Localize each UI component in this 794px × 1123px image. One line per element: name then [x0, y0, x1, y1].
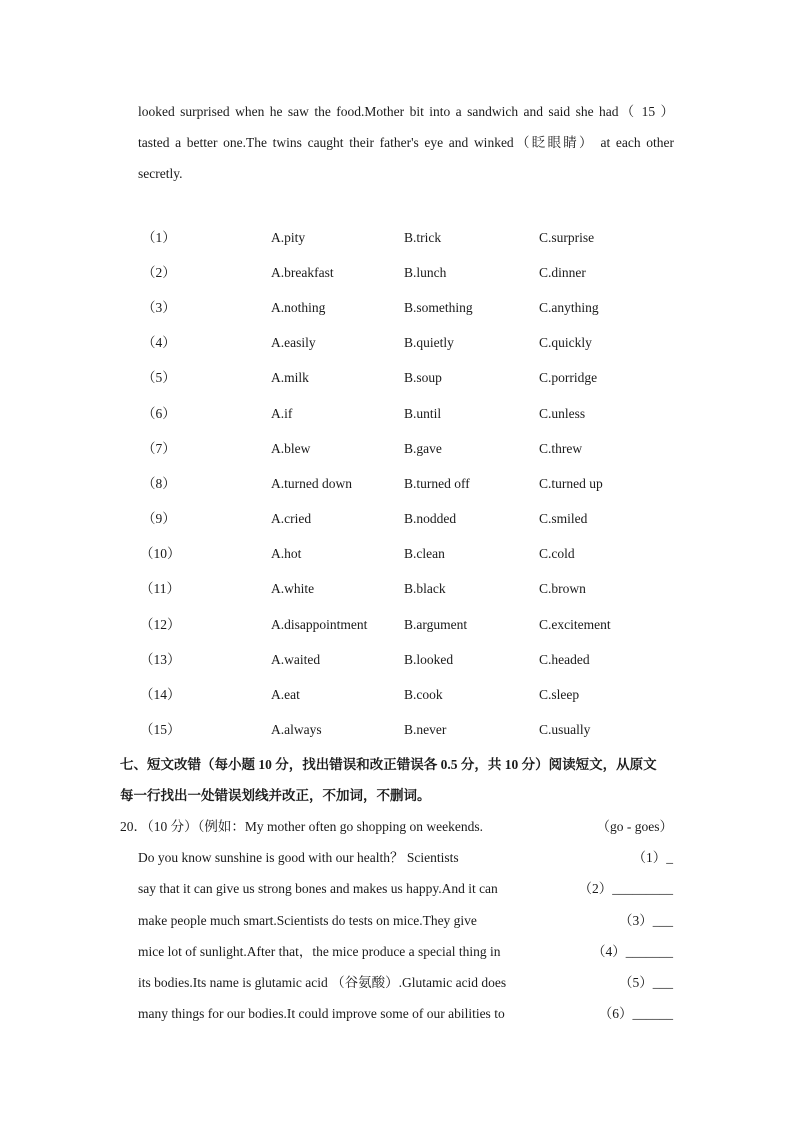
question-number: （8） — [142, 476, 176, 491]
option-row — [0, 264, 794, 282]
correction-line — [0, 912, 794, 930]
option-a[interactable]: A.hot — [271, 546, 302, 561]
answer-blank[interactable]: （6）______ — [598, 1006, 673, 1021]
option-b[interactable]: B.quietly — [404, 335, 454, 350]
correction-line — [0, 849, 794, 867]
question-number: （9） — [142, 511, 176, 526]
option-row — [0, 651, 794, 669]
option-c[interactable]: C.smiled — [539, 511, 588, 526]
option-row — [0, 545, 794, 563]
option-b[interactable]: B.until — [404, 406, 442, 421]
option-b[interactable]: B.trick — [404, 230, 442, 245]
option-c[interactable]: C.cold — [539, 546, 575, 561]
passage-line-2: tasted a better one.The twins caught their father's eye and winked（眨眼睛） at each other — [138, 135, 674, 150]
correction-line-text: many things for our bodies.It could improve some of our abilities to — [138, 1006, 505, 1021]
option-row — [0, 405, 794, 423]
answer-blank[interactable]: （3）___ — [619, 913, 673, 928]
option-row — [0, 334, 794, 352]
correction-line — [0, 943, 794, 961]
question-number: （6） — [142, 406, 176, 421]
option-c[interactable]: C.anything — [539, 300, 599, 315]
option-row — [0, 510, 794, 528]
option-row — [0, 721, 794, 739]
option-b[interactable]: B.nodded — [404, 511, 457, 526]
option-a[interactable]: A.eat — [271, 687, 300, 702]
section-heading-line-1: 七、短文改错（每小题 10 分，找出错误和改正错误各 0.5 分，共 10 分）阅读短文，从原文 — [120, 757, 657, 772]
option-b[interactable]: B.clean — [404, 546, 445, 561]
option-a[interactable]: A.waited — [271, 652, 321, 667]
question-number: （13） — [140, 652, 181, 667]
option-b[interactable]: B.turned off — [404, 476, 470, 491]
option-c[interactable]: C.porridge — [539, 370, 598, 385]
option-a[interactable]: A.cried — [271, 511, 312, 526]
option-c[interactable]: C.brown — [539, 581, 586, 596]
correction-line-text: make people much smart.Scientists do tests on mice.They give — [138, 913, 477, 928]
answer-blank[interactable]: （5）___ — [619, 975, 673, 990]
correction-line — [0, 1005, 794, 1023]
example-answer: （go - goes） — [596, 819, 673, 834]
option-row — [0, 440, 794, 458]
answer-blank[interactable]: （1）_ — [632, 850, 673, 865]
option-b[interactable]: B.cook — [404, 687, 443, 702]
option-b[interactable]: B.gave — [404, 441, 442, 456]
option-a[interactable]: A.always — [271, 722, 322, 737]
option-c[interactable]: C.sleep — [539, 687, 580, 702]
option-b[interactable]: B.never — [404, 722, 447, 737]
question-number: （3） — [142, 300, 176, 315]
option-row — [0, 580, 794, 598]
question-20-header — [0, 818, 794, 836]
question-number: （15） — [140, 722, 181, 737]
question-number: （14） — [140, 687, 181, 702]
option-a[interactable]: A.white — [271, 581, 315, 596]
option-row — [0, 299, 794, 317]
option-row — [0, 686, 794, 704]
correction-line-text: mice lot of sunlight.After that，the mice produce a special thing in — [138, 944, 501, 959]
option-b[interactable]: B.looked — [404, 652, 454, 667]
option-a[interactable]: A.if — [271, 406, 293, 421]
option-b[interactable]: B.lunch — [404, 265, 447, 280]
question-number: （4） — [142, 335, 176, 350]
option-a[interactable]: A.turned down — [271, 476, 352, 491]
option-b[interactable]: B.black — [404, 581, 446, 596]
question-number: （12） — [140, 617, 181, 632]
option-c[interactable]: C.usually — [539, 722, 591, 737]
correction-line-text: say that it can give us strong bones and makes us happy.And it can — [138, 881, 498, 896]
option-c[interactable]: C.quickly — [539, 335, 592, 350]
correction-line-text: Do you know sunshine is good with our health？ Scientists — [138, 850, 459, 865]
option-c[interactable]: C.unless — [539, 406, 586, 421]
option-c[interactable]: C.headed — [539, 652, 590, 667]
option-c[interactable]: C.threw — [539, 441, 583, 456]
question-number: （2） — [142, 265, 176, 280]
option-c[interactable]: C.dinner — [539, 265, 586, 280]
option-a[interactable]: A.breakfast — [271, 265, 334, 280]
question-number: （1） — [142, 230, 176, 245]
option-a[interactable]: A.nothing — [271, 300, 326, 315]
correction-line — [0, 974, 794, 992]
passage-line-3: secretly. — [138, 166, 183, 181]
option-row — [0, 475, 794, 493]
answer-blank[interactable]: （2）_________ — [578, 881, 673, 896]
option-b[interactable]: B.soup — [404, 370, 442, 385]
question-number: （10） — [140, 546, 181, 561]
option-row — [0, 616, 794, 634]
answer-blank[interactable]: （4）_______ — [592, 944, 673, 959]
passage-line-1: looked surprised when he saw the food.Mother bit into a sandwich and said she had（ 15 ） — [138, 104, 674, 119]
correction-line — [0, 880, 794, 898]
option-a[interactable]: A.blew — [271, 441, 311, 456]
question-20-prompt: 20．（10 分）（例如：My mother often go shopping on weekends. — [120, 819, 483, 834]
correction-line-text: its bodies.Its name is glutamic acid （谷氨酸）.Glutamic acid does — [138, 975, 507, 990]
option-c[interactable]: C.excitement — [539, 617, 611, 632]
option-a[interactable]: A.easily — [271, 335, 316, 350]
option-a[interactable]: A.pity — [271, 230, 306, 245]
option-c[interactable]: C.surprise — [539, 230, 595, 245]
option-row — [0, 229, 794, 247]
option-a[interactable]: A.disappointment — [271, 617, 368, 632]
option-b[interactable]: B.argument — [404, 617, 468, 632]
question-number: （5） — [142, 370, 176, 385]
option-row — [0, 369, 794, 387]
option-c[interactable]: C.turned up — [539, 476, 603, 491]
section-heading-line-2: 每一行找出一处错误划线并改正，不加词，不删词。 — [120, 788, 431, 803]
question-number: （11） — [140, 581, 180, 596]
question-number: （7） — [142, 441, 176, 456]
option-b[interactable]: B.something — [404, 300, 473, 315]
option-a[interactable]: A.milk — [271, 370, 309, 385]
